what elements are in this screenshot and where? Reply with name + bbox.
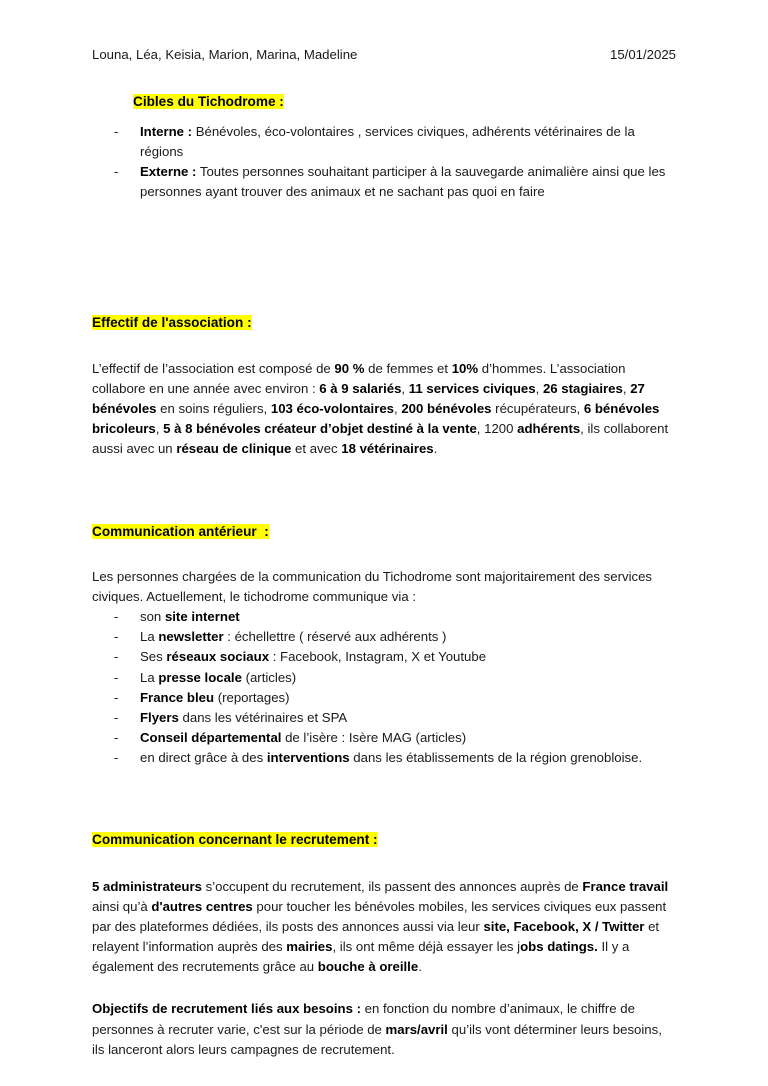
section-effectif <box>92 313 676 460</box>
list-item <box>92 607 676 627</box>
heading-effectif-text: Effectif de l'association : <box>92 314 252 330</box>
dash-bullet-icon: - <box>114 164 119 180</box>
list-item-text: Ses réseaux sociaux : Facebook, Instagram, X et Youtube <box>140 649 487 665</box>
list-item-text: La presse locale (articles) <box>140 669 297 685</box>
list-item-text: son site internet <box>140 608 240 624</box>
dash-bullet-icon: - <box>114 608 119 624</box>
list-item-text: Bénévoles, éco-volontaires , services civiques, adhérents vétérinaires de la régions <box>140 123 635 160</box>
dash-bullet-icon: - <box>114 629 119 645</box>
communication-intro: Les personnes chargées de la communication du Tichodrome sont majoritairement des services civiques. Actuellement, le tichodrome communique via : <box>92 568 653 604</box>
list-item-text: La newsletter : échellettre ( réservé aux adhérents ) <box>140 629 447 645</box>
recrutement-paragraph-2: Objectifs de recrutement liés aux besoins : en fonction du nombre d’animaux, le chiffre de personnes à recruter varie, c'est sur la période de mars/avril qu’ils vont déterminer leurs besoins, ils lanceront alors leurs campagnes de recrutement. <box>92 1001 662 1057</box>
section-targets <box>92 92 676 203</box>
list-item-lead: Interne : <box>140 123 193 139</box>
heading-recrutement-text: Communication concernant le recrutement : <box>92 832 378 848</box>
communication-channels-list <box>92 607 676 769</box>
list-item-text: Conseil départemental de l’isère : Isère MAG (articles) <box>140 730 467 746</box>
list-item <box>92 728 676 748</box>
dash-bullet-icon: - <box>114 750 119 766</box>
heading-cibles-text: Cibles du Tichodrome : <box>133 93 284 109</box>
document-date: 15/01/2025 <box>609 47 676 62</box>
dash-bullet-icon: - <box>114 730 119 746</box>
list-item-text: France bleu (reportages) <box>140 689 290 705</box>
list-item <box>92 688 676 708</box>
list-item-text: Toutes personnes souhaitant participer à la sauvegarde animalière ainsi que les personnes ayant trouver des animaux et ne sachant pas quoi en faire <box>140 164 666 200</box>
dash-bullet-icon: - <box>114 669 119 685</box>
list-item <box>92 122 676 162</box>
heading-cibles <box>92 92 676 111</box>
heading-effectif <box>92 313 676 332</box>
recrutement-paragraph-1: 5 administrateurs s’occupent du recrutement, ils passent des annonces auprès de France travail ainsi qu’à d'autres centres pour toucher les bénévoles mobiles, les services civiques eux passent par des plateformes dédiées, ils posts des annonces aussi via leur site, Facebook, X / Twitter et relayent l’information auprès des mairies, ils ont même déjà essayer les jobs datings. Il y a également des recrutements grâce au bouche à oreille. <box>92 878 669 975</box>
list-item <box>92 668 676 688</box>
list-item <box>92 708 676 728</box>
heading-recrutement <box>92 830 676 849</box>
dash-bullet-icon: - <box>114 689 119 705</box>
heading-communication-text: Communication antérieur : <box>92 523 269 539</box>
document-header <box>92 46 676 64</box>
list-item <box>92 647 676 667</box>
list-item <box>92 748 676 768</box>
dash-bullet-icon: - <box>114 649 119 665</box>
effectif-paragraph: L’effectif de l’association est composé de 90 % de femmes et 10% d’hommes. L’association collabore en une année avec environ : 6 à 9 salariés, 11 services civiques, 26 stagiaires, 27 bénévoles en soins réguliers, 103 éco-volontaires, 200 bénévoles récupérateurs, 6 bénévoles bricoleurs, 5 à 8 bénévoles créateur d’objet destiné à la vente, 1200 adhérents, ils collaborent aussi avec un réseau de clinique et avec 18 vétérinaires. <box>92 360 669 457</box>
list-item-lead: Externe : <box>140 164 197 180</box>
targets-list <box>92 122 676 203</box>
dash-bullet-icon: - <box>114 709 119 725</box>
heading-communication <box>92 522 676 541</box>
section-communication <box>92 522 676 769</box>
list-item-text: en direct grâce à des interventions dans les établissements de la région grenobloise. <box>140 750 643 766</box>
dash-bullet-icon: - <box>114 123 119 139</box>
section-recrutement <box>92 830 676 1060</box>
document-content <box>92 46 676 1060</box>
authors-line: Louna, Léa, Keisia, Marion, Marina, Madeline <box>92 47 358 62</box>
list-item <box>92 162 676 202</box>
list-item <box>92 627 676 647</box>
list-item-text: Flyers dans les vétérinaires et SPA <box>140 709 348 725</box>
